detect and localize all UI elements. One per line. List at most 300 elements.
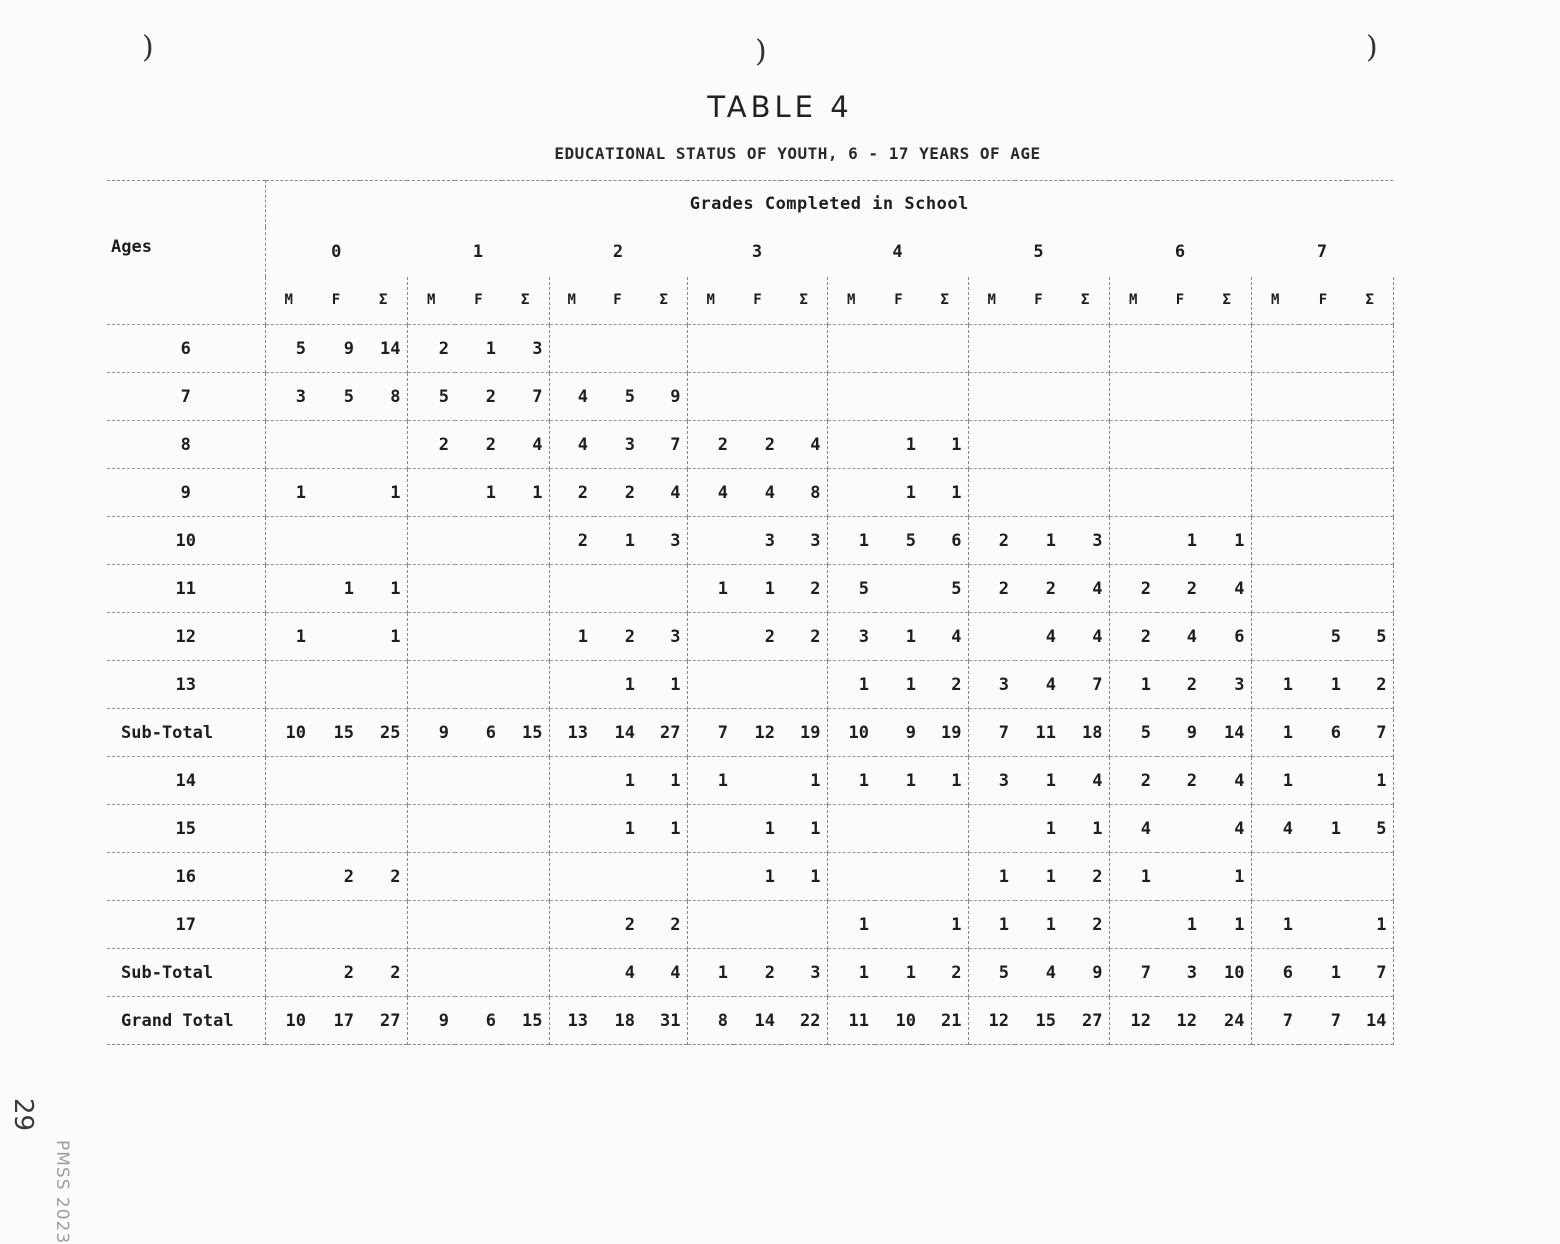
table-cell [455, 949, 502, 997]
table-cell: 14 [1347, 997, 1393, 1045]
table-cell [968, 469, 1015, 517]
table-cell [407, 565, 455, 613]
table-cell: 5 [1330, 626, 1341, 647]
table-cell: 1 [1347, 757, 1393, 805]
grade-header: 7 [1316, 241, 1328, 262]
table-cell: 7 [1347, 709, 1393, 757]
sex-header: F [1175, 292, 1185, 309]
table-cell: 6 [485, 1010, 496, 1031]
table-cell [781, 661, 827, 709]
table-cell: 1 [1140, 674, 1151, 695]
table-cell [781, 325, 827, 373]
table-cell [455, 901, 502, 949]
table-cell [1251, 421, 1299, 469]
table-cell: 1 [764, 578, 775, 599]
table-cell: 1 [922, 469, 968, 517]
table-cell: 5 [343, 386, 354, 407]
table-cell: 2 [360, 853, 407, 901]
table-cell [687, 853, 734, 901]
table-cell [265, 853, 312, 901]
table-cell [265, 565, 312, 613]
table-cell: 1 [1282, 770, 1293, 791]
table-cell [502, 565, 549, 613]
sex-header: Σ [922, 277, 968, 325]
table-cell: 8 [781, 469, 827, 517]
table-cell: 4 [764, 482, 775, 503]
table-cell [734, 757, 781, 805]
table-cell [502, 613, 549, 661]
table-cell: 27 [360, 997, 407, 1045]
table-cell [455, 853, 502, 901]
table-cell: 5 [922, 565, 968, 613]
table-cell: 1 [998, 866, 1009, 887]
table-cell: 7 [502, 373, 549, 421]
sex-header: M [567, 292, 576, 309]
table-cell: 4 [1203, 565, 1251, 613]
table-cell [360, 421, 407, 469]
table-cell: 7 [1140, 962, 1151, 983]
table-cell [827, 421, 875, 469]
table-cell: 1 [1203, 901, 1251, 949]
table-cell: 21 [922, 997, 968, 1045]
table-cell [594, 565, 641, 613]
table-cell [1015, 421, 1062, 469]
table-cell [922, 805, 968, 853]
table-cell: 4 [1186, 626, 1197, 647]
table-cell: 7 [1282, 1010, 1293, 1031]
table-cell [875, 805, 922, 853]
table-cell: 2 [1140, 626, 1151, 647]
table-row [107, 565, 1393, 613]
table-cell [641, 325, 687, 373]
table-cell: 2 [624, 626, 635, 647]
table-subtitle: EDUCATIONAL STATUS OF YOUTH, 6 - 17 YEARS OF AGE [554, 144, 1041, 163]
table-cell: 3 [1203, 661, 1251, 709]
table-cell: 13 [567, 722, 588, 743]
table-cell: 31 [641, 997, 687, 1045]
table-cell: 2 [360, 949, 407, 997]
table-row [107, 901, 1393, 949]
table-cell: 2 [922, 949, 968, 997]
table-cell [1157, 469, 1203, 517]
table-cell [1109, 421, 1157, 469]
table-cell: 1 [905, 962, 916, 983]
grade-header: 2 [612, 241, 624, 262]
table-cell [502, 853, 549, 901]
table-cell: 2 [1045, 578, 1056, 599]
table-cell: 15 [333, 722, 354, 743]
table-row [107, 325, 1393, 373]
sex-header: F [613, 292, 622, 309]
table-cell: 18 [614, 1010, 635, 1031]
table-cell [875, 325, 922, 373]
table-cell: 1 [905, 434, 916, 455]
table-cell: 2 [1186, 674, 1197, 695]
table-cell: 1 [1282, 722, 1293, 743]
table-cell [968, 373, 1015, 421]
table-cell: 1 [1062, 805, 1109, 853]
table-cell: 3 [781, 517, 827, 565]
table-cell [502, 757, 549, 805]
table-cell: 1 [905, 674, 916, 695]
sex-header: Σ [360, 277, 407, 325]
table-cell [407, 805, 455, 853]
table-cell [312, 901, 360, 949]
table-cell: 1 [858, 674, 869, 695]
table-cell [1347, 421, 1393, 469]
table-cell: 1 [1330, 674, 1341, 695]
table-cell [1015, 373, 1062, 421]
table-cell [687, 373, 734, 421]
sex-header: M [706, 292, 715, 309]
table-cell [1157, 421, 1203, 469]
table-title: TABLE 4 [707, 90, 853, 124]
table-cell: 10 [848, 722, 869, 743]
table-cell [875, 901, 922, 949]
table-cell: 1 [905, 770, 916, 791]
sex-header: M [847, 292, 856, 309]
table-cell: 1 [1347, 901, 1393, 949]
table-cell: 1 [1186, 530, 1197, 551]
table-cell [407, 469, 455, 517]
table-cell [1157, 805, 1203, 853]
table-cell [734, 325, 781, 373]
table-cell [1251, 373, 1299, 421]
table-cell: 3 [295, 386, 306, 407]
row-label: 13 [107, 661, 265, 709]
table-cell: 1 [1045, 866, 1056, 887]
table-cell [455, 565, 502, 613]
table-cell: 3 [764, 530, 775, 551]
table-cell [312, 757, 360, 805]
table-cell [502, 661, 549, 709]
row-label: 14 [107, 757, 265, 805]
table-cell [641, 853, 687, 901]
table-cell [407, 901, 455, 949]
table-cell: 2 [438, 338, 449, 359]
sex-header: M [1271, 292, 1280, 309]
table-cell [549, 853, 594, 901]
table-cell [455, 805, 502, 853]
table-cell: 1 [764, 818, 775, 839]
table-cell: 7 [641, 421, 687, 469]
table-cell: 1 [485, 338, 496, 359]
table-cell [827, 853, 875, 901]
table-cell [1203, 469, 1251, 517]
sex-header: M [987, 292, 996, 309]
table-row [107, 613, 1393, 661]
table-cell [360, 517, 407, 565]
table-cell: 2 [624, 914, 635, 935]
row-label: 9 [107, 469, 265, 517]
table-cell [407, 949, 455, 997]
table-cell: 1 [624, 674, 635, 695]
table-cell [1299, 853, 1347, 901]
table-cell [687, 613, 734, 661]
table-cell: 2 [641, 901, 687, 949]
table-row [107, 469, 1393, 517]
table-cell: 1 [858, 914, 869, 935]
sex-header: F [474, 292, 483, 309]
table-cell [502, 805, 549, 853]
table-cell: 9 [438, 1010, 449, 1031]
table-cell: 14 [1203, 709, 1251, 757]
table-cell [502, 949, 549, 997]
table-cell [312, 469, 360, 517]
table-cell [968, 421, 1015, 469]
table-cell [549, 325, 594, 373]
punch-mark-right: ) [1366, 30, 1378, 65]
table-cell: 1 [1282, 674, 1293, 695]
table-cell: 2 [781, 565, 827, 613]
table-row [107, 661, 1393, 709]
row-label: 11 [107, 565, 265, 613]
table-cell [1299, 469, 1347, 517]
table-cell [734, 373, 781, 421]
table-cell: 11 [1035, 722, 1056, 743]
table-cell: 4 [502, 421, 549, 469]
table-cell: 12 [1176, 1010, 1197, 1031]
table-cell [549, 901, 594, 949]
table-cell [502, 901, 549, 949]
sex-header: F [1034, 292, 1043, 309]
table-cell [968, 325, 1015, 373]
table-cell [312, 661, 360, 709]
table-cell: 1 [1045, 818, 1056, 839]
grade-header: 4 [892, 241, 903, 262]
table-row [107, 373, 1393, 421]
table-cell [455, 661, 502, 709]
table-cell [502, 517, 549, 565]
table-cell: 1 [1045, 530, 1056, 551]
table-cell: 5 [858, 578, 869, 599]
table-cell: 3 [858, 626, 869, 647]
table-cell: 1 [343, 578, 354, 599]
table-cell: 2 [438, 434, 449, 455]
punch-mark-center: ) [755, 34, 767, 69]
page-number: 29 [8, 1098, 38, 1132]
table-cell: 4 [1045, 962, 1056, 983]
row-label: 15 [107, 805, 265, 853]
table-cell: 3 [998, 770, 1009, 791]
table-cell [687, 325, 734, 373]
sex-header: F [331, 292, 341, 309]
table-cell: 2 [764, 962, 775, 983]
table-cell: 2 [717, 434, 728, 455]
table-cell: 1 [922, 757, 968, 805]
table-cell: 25 [360, 709, 407, 757]
table-cell: 2 [1186, 770, 1197, 791]
table-cell [734, 901, 781, 949]
grade-header-row [107, 227, 1393, 277]
table-cell: 2 [781, 613, 827, 661]
table-cell: 6 [922, 517, 968, 565]
table-cell: 1 [717, 962, 728, 983]
table-cell [407, 757, 455, 805]
table-cell: 1 [624, 530, 635, 551]
table-cell [827, 325, 875, 373]
table-cell: 5 [438, 386, 449, 407]
table-cell: 1 [1203, 853, 1251, 901]
table-cell [875, 565, 922, 613]
table-cell: 4 [624, 962, 635, 983]
table-cell [549, 661, 594, 709]
table-cell: 1 [1203, 517, 1251, 565]
sex-header: M [284, 292, 293, 309]
table-cell [360, 661, 407, 709]
table-cell: 4 [1203, 805, 1251, 853]
table-row [107, 517, 1393, 565]
sex-header-row [107, 277, 1393, 325]
table-cell: 3 [641, 613, 687, 661]
table-cell: 8 [717, 1010, 728, 1031]
table-cell [1347, 325, 1393, 373]
table-cell: 4 [1062, 757, 1109, 805]
table-cell [827, 805, 875, 853]
table-cell: 1 [1045, 914, 1056, 935]
sex-header: F [894, 292, 903, 309]
table-cell [594, 325, 641, 373]
row-label: 16 [107, 853, 265, 901]
table-cell [407, 661, 455, 709]
table-cell: 15 [502, 997, 549, 1045]
table-cell: 7 [717, 722, 728, 743]
row-label: 17 [107, 901, 265, 949]
table-cell [265, 421, 312, 469]
table-cell: 19 [781, 709, 827, 757]
punch-mark-left: ) [142, 30, 154, 65]
grade-header: 1 [472, 241, 484, 262]
table-cell [407, 517, 455, 565]
table-cell: 1 [781, 757, 827, 805]
table-cell: 1 [717, 578, 728, 599]
table-cell: 7 [1330, 1010, 1341, 1031]
table-cell [1109, 469, 1157, 517]
table-cell [1347, 373, 1393, 421]
table-cell: 19 [922, 709, 968, 757]
table-cell: 3 [781, 949, 827, 997]
grade-header: 5 [1033, 241, 1044, 262]
table-cell: 5 [1347, 613, 1393, 661]
table-cell [968, 805, 1015, 853]
table-cell: 1 [624, 818, 635, 839]
sex-header: F [753, 292, 762, 309]
table-cell [1299, 757, 1347, 805]
table-cell [1109, 325, 1157, 373]
table-cell: 4 [1062, 565, 1109, 613]
table-cell: 9 [1186, 722, 1197, 743]
table-cell: 5 [1140, 722, 1151, 743]
table-cell: 2 [764, 434, 775, 455]
table-cell: 1 [922, 901, 968, 949]
table-cell: 2 [577, 482, 588, 503]
table-cell: 3 [502, 325, 549, 373]
table-cell: 13 [567, 1010, 588, 1031]
table-cell: 12 [754, 722, 775, 743]
table-cell: 1 [295, 626, 306, 647]
row-label: 8 [107, 421, 265, 469]
table-cell: 5 [624, 386, 635, 407]
table-cell: 5 [998, 962, 1009, 983]
table-cell: 1 [717, 770, 728, 791]
table-cell: 2 [1140, 578, 1151, 599]
table-cell: 18 [1062, 709, 1109, 757]
table-cell [265, 661, 312, 709]
table-cell: 1 [1330, 818, 1341, 839]
sex-header: M [1129, 292, 1138, 309]
table-cell: 14 [614, 722, 635, 743]
table-row [107, 853, 1393, 901]
table-row [107, 757, 1393, 805]
table-cell: 1 [641, 805, 687, 853]
table-cell [1299, 373, 1347, 421]
table-cell: 17 [333, 1010, 354, 1031]
table-cell [922, 373, 968, 421]
table-cell: 9 [438, 722, 449, 743]
table-cell: 1 [781, 805, 827, 853]
sex-header: M [427, 292, 436, 309]
table-cell [1251, 565, 1299, 613]
table-cell: 3 [624, 434, 635, 455]
table-cell: 14 [360, 325, 407, 373]
table-cell [687, 517, 734, 565]
table-cell: 1 [1330, 962, 1341, 983]
table-cell: 2 [922, 661, 968, 709]
table-cell: 1 [485, 482, 496, 503]
table-cell [1299, 325, 1347, 373]
table-cell: 1 [905, 626, 916, 647]
table-cell [1157, 853, 1203, 901]
table-cell: 15 [502, 709, 549, 757]
table-cell [1157, 373, 1203, 421]
group-header-row [107, 181, 1393, 227]
row-label: Grand Total [107, 997, 265, 1045]
table-cell: 1 [998, 914, 1009, 935]
table-cell: 3 [998, 674, 1009, 695]
table-cell: 5 [905, 530, 916, 551]
table-row [107, 421, 1393, 469]
sex-header: Σ [502, 277, 549, 325]
table-cell: 3 [641, 517, 687, 565]
table-cell [265, 805, 312, 853]
table-cell [687, 661, 734, 709]
table-cell [827, 373, 875, 421]
table-cell: 1 [858, 962, 869, 983]
sex-header: F [1318, 292, 1328, 309]
table-cell: 27 [641, 709, 687, 757]
table-cell: 4 [641, 949, 687, 997]
table-cell [360, 901, 407, 949]
table-cell: 1 [502, 469, 549, 517]
table-cell: 2 [998, 578, 1009, 599]
table-cell: 1 [577, 626, 588, 647]
table-cell: 1 [360, 613, 407, 661]
table-cell: 2 [1186, 578, 1197, 599]
table-cell: 9 [343, 338, 354, 359]
row-label: Sub-Total [107, 709, 265, 757]
table-cell [1157, 325, 1203, 373]
archive-stamp: PMSS 2023 [52, 1140, 72, 1244]
table-cell [455, 613, 502, 661]
table-cell: 22 [781, 997, 827, 1045]
table-cell: 5 [295, 338, 306, 359]
table-cell: 1 [295, 482, 306, 503]
table-cell: 4 [1203, 757, 1251, 805]
table-cell [1203, 421, 1251, 469]
sex-header: Σ [781, 277, 827, 325]
education-status-table [107, 180, 1394, 1045]
table-cell: 1 [764, 866, 775, 887]
